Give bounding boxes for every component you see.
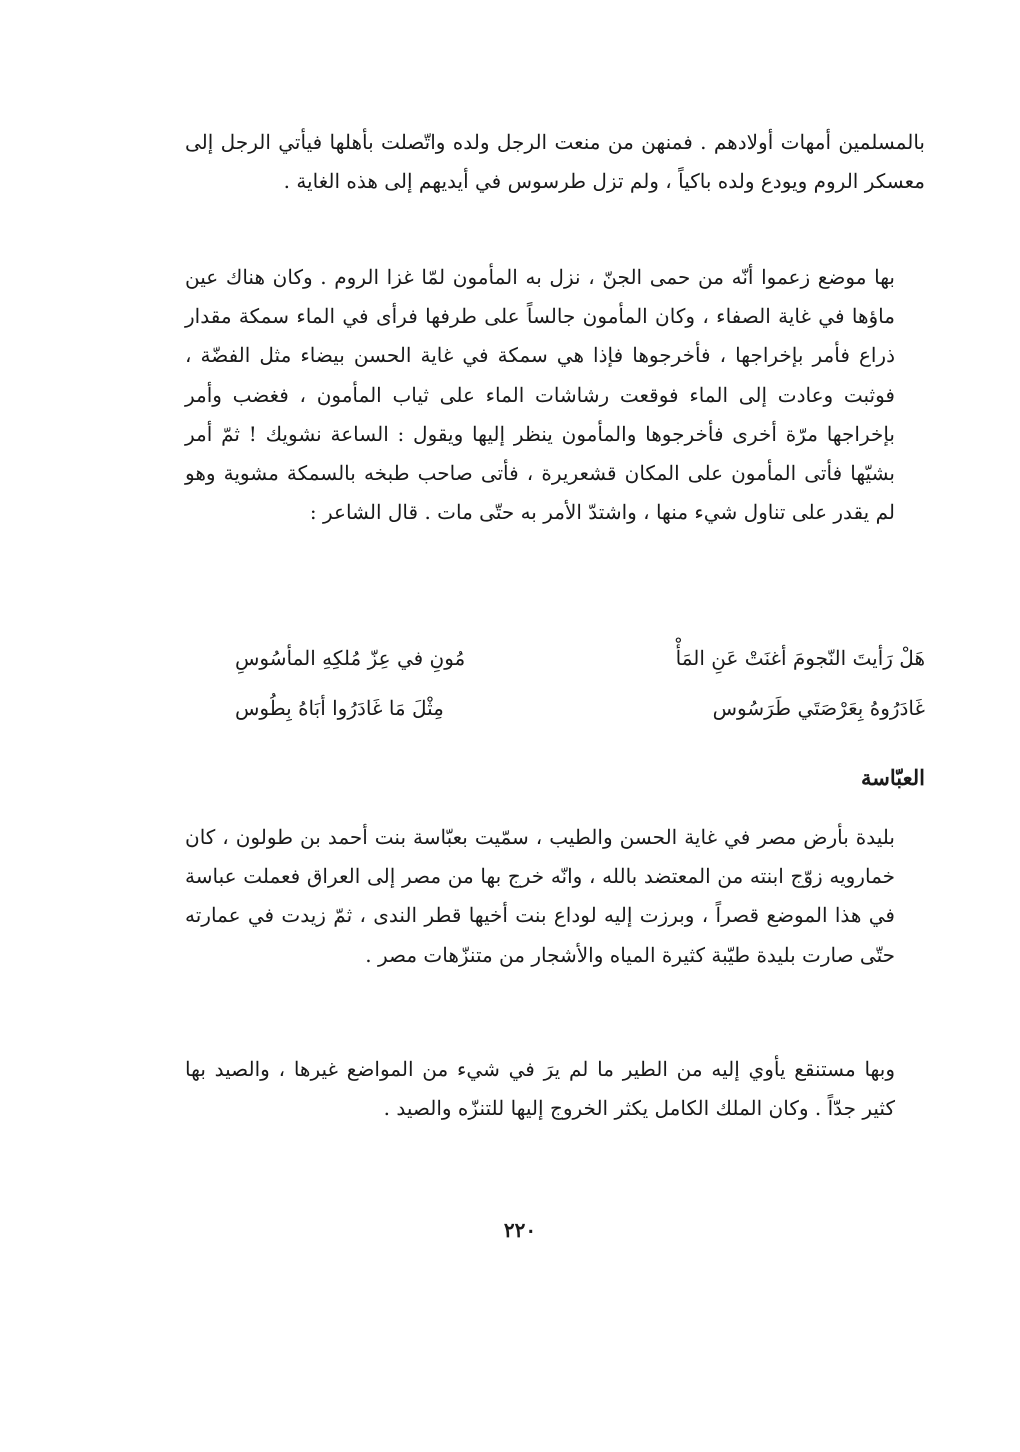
poem-verses — [235, 633, 925, 733]
paragraph-text: وبها مستنقع يأوي إليه من الطير ما لم يرَ في شيء من المواضع غيرها ، والصيد بها كثير جدّاً . وكان الملك الكامل يكثر الخروج إليها للتنزّه والصيد . — [185, 1057, 895, 1121]
verse-second-hemistich: مُونِ في عِزّ مُلكِهِ المأسُوسِ — [235, 646, 466, 670]
page-number: ٢٢٠ — [503, 1218, 537, 1242]
verse-first-hemistich: هَلْ رَأيتَ النّجومَ أغنَتْ عَنِ المَأْ — [675, 646, 925, 670]
verse-second-hemistich: مِثْلَ مَا غَادَرُوا أبَاهُ بِطُوس — [235, 696, 444, 720]
paragraph-continued — [185, 123, 925, 201]
verse-line — [235, 683, 925, 733]
paragraph-text: بليدة بأرض مصر في غاية الحسن والطيب ، سمّيت بعبّاسة بنت أحمد بن طولون ، كان خمارويه زوّج ابنته من المعتضد بالله ، وانّه خرج بها من مصر إلى العراق فعملت عباسة في هذا الموضع قصراً ، وبرزت إليه لوداع بنت أخيها قطر الندى ، ثمّ زيدت في عمارته حتّى صارت بليدة طيّبة كثيرة المياه والأشجار من متنزّهات مصر . — [185, 825, 895, 967]
verse-line — [235, 633, 925, 683]
paragraph-abbasa — [185, 818, 925, 975]
verse-first-hemistich: غَادَرُوهُ بِعَرْصَتَي طَرَسُوس — [712, 696, 925, 720]
paragraph-text: بالمسلمين أمهات أولادهم . فمنهن من منعت الرجل ولده واتّصلت بأهلها فيأتي الرجل إلى معسكر الروم ويودع ولده باكياً ، ولم تزل طرسوس في أيديهم إلى هذه الغاية . — [185, 130, 925, 194]
paragraph-text: بها موضع زعموا أنّه من حمى الجنّ ، نزل به المأمون لمّا غزا الروم . وكان هناك عين ماؤها في غاية الصفاء ، وكان المأمون جالساً على طرفها فرأى في الماء سمكة مقدار ذراع فأمر بإخراجها ، فأخرجوها فإذا هي سمكة في غاية الحسن بيضاء مثل الفضّة ، فوثبت وعادت إلى الماء فوقعت رشاشات الماء على ثياب المأمون ، فغضب وأمر بإخراجها مرّة أخرى فأخرجوها والمأمون ينظر إليها ويقول : الساعة نشويك ! ثمّ أمر بشيّها فأتى المأمون على المكان قشعريرة ، فأتى صاحب طبخه بالسمكة مشوية وهو لم يقدر على تناول شيء منها ، واشتدّ الأمر به حتّى مات . قال الشاعر : — [185, 265, 895, 525]
paragraph-tarsus-spring — [185, 258, 925, 532]
paragraph-abbasa-marsh — [185, 1050, 925, 1128]
section-heading: العبّاسة — [861, 765, 925, 790]
